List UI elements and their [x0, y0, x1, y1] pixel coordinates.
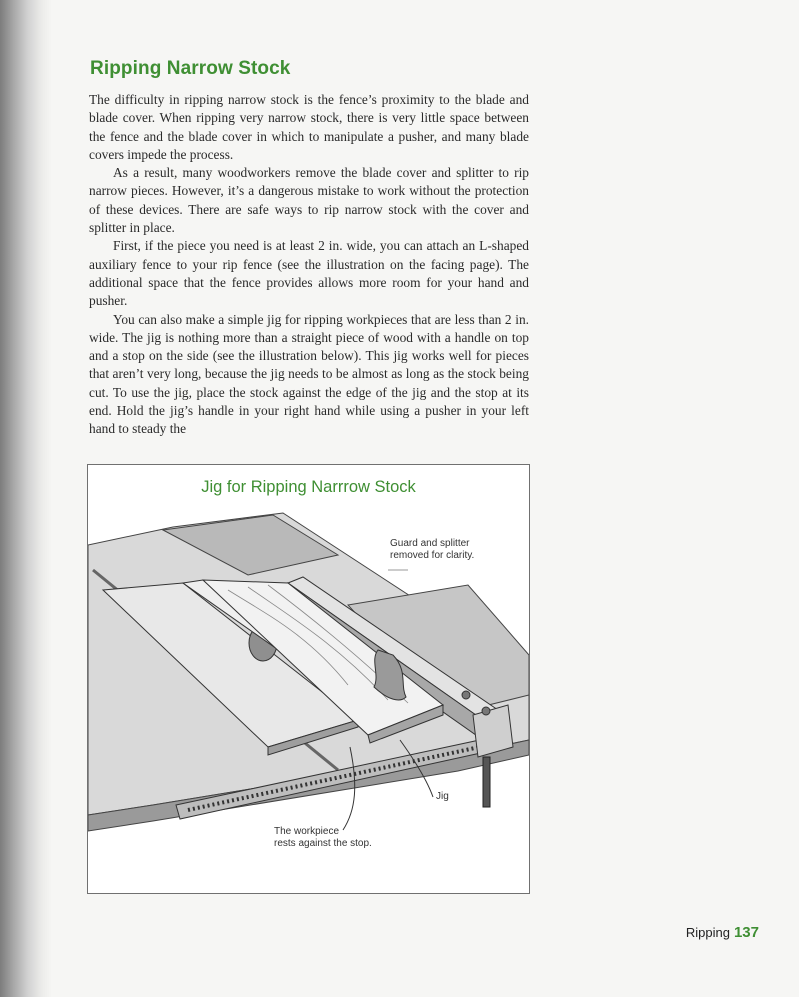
- body-text: [89, 91, 529, 439]
- book-gutter-shadow: [0, 0, 52, 997]
- fence-head: [473, 705, 513, 757]
- callout-jig: Jig: [436, 791, 449, 802]
- figure-title: Jig for Ripping Narrrow Stock: [201, 478, 416, 496]
- callout-workpiece: The workpiece rests against the stop.: [274, 826, 372, 849]
- fence-lock-handle: [483, 757, 490, 807]
- paragraph-2: As a result, many woodworkers remove the blade cover and splitter to rip narrow pieces. However, it’s a dangerous mistake to work without the protection of these devices. There are safe ways to rip narrow stock with the cover and splitter in place.: [89, 165, 529, 236]
- fence-bolt-1: [462, 691, 470, 699]
- section-heading: Ripping Narrow Stock: [90, 58, 291, 79]
- jig-illustration-figure: [87, 464, 530, 894]
- page-footer: [686, 924, 759, 941]
- paragraph-3: First, if the piece you need is at least 2 in. wide, you can attach an L-shaped auxiliary fence to your rip fence (see the illustration on the facing page). The additional space that the fence provides allows more room for your hand and pusher.: [89, 238, 529, 309]
- fence-bolt-2: [482, 707, 490, 715]
- paragraph-4: You can also make a simple jig for ripping workpieces that are less than 2 in. wide. The jig is nothing more than a straight piece of wood with a handle on top and a stop on the side (see the illustration below). This jig works well for pieces that aren’t very long, because the jig needs to be almost as long as the stock being cut. To use the jig, place the stock against the edge of the jig and the stop at its end. Hold the jig’s handle in your right hand while using a pusher in your left hand to steady the: [89, 311, 529, 437]
- footer-section-name: Ripping: [685, 925, 730, 940]
- page-number: 137: [733, 924, 759, 941]
- paragraph-1: The difficulty in ripping narrow stock is the fence’s proximity to the blade and blade cover. When ripping very narrow stock, there is very little space between the fence and the blade cover in which to manipulate a pusher, and many blade covers impede the process.: [89, 92, 529, 162]
- callout-guard-removed: Guard and splitter removed for clarity.: [390, 538, 475, 561]
